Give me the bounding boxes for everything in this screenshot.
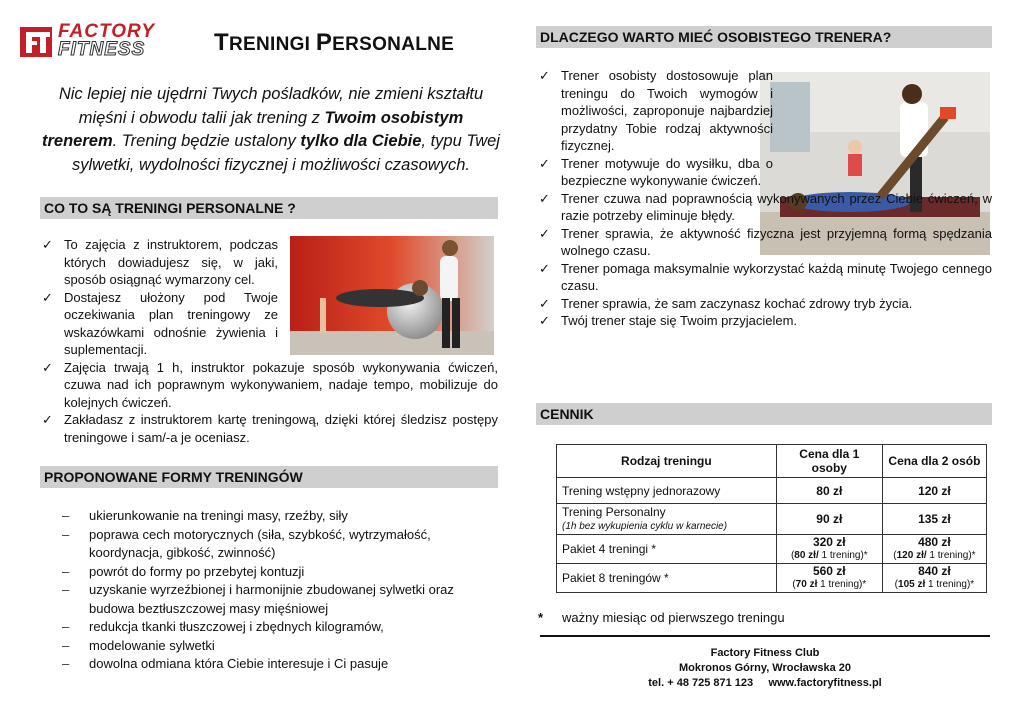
list-item: ✓ Dostajesz ułożony pod Twoje oczekiwania plan treningowy ze wskazówkami odnośnie żywienia i suplementacji. bbox=[42, 289, 278, 357]
list-item: – powrót do formy po przebytej kontuzji bbox=[62, 563, 305, 579]
section-what-header: CO TO SĄ TRENINGI PERSONALNE ? bbox=[40, 197, 498, 219]
footnote: * ważny miesiąc od pierwszego treningu bbox=[538, 610, 785, 625]
factory-fitness-logo bbox=[20, 21, 178, 61]
footer-contact: Factory Fitness Club Mokronos Górny, Wrocławska 20 tel. + 48 725 871 123 www.factoryfitness.pl bbox=[648, 647, 882, 689]
checkmark-icon: ✓ bbox=[42, 359, 53, 375]
list-item: ✓ Trener osobisty dostosowuje plan treningu do Twoich wymogów i możliwości, zaproponuje najbardziej przydatny Tobie rodzaj aktywności fizycznej. bbox=[539, 68, 773, 153]
section-price-header: CENNIK bbox=[536, 403, 992, 425]
logo-mark-icon bbox=[20, 25, 54, 59]
checkmark-icon: ✓ bbox=[539, 295, 550, 311]
checkmark-icon: ✓ bbox=[42, 412, 53, 427]
checkmark-icon: ✓ bbox=[539, 155, 550, 171]
why-bullets bbox=[537, 67, 992, 330]
footer-divider bbox=[540, 635, 990, 637]
table-row: Trening Personalny (1h bez wykupienia cyklu w karnecie) 90 zł 135 zł bbox=[557, 504, 987, 535]
checkmark-icon: ✓ bbox=[539, 260, 550, 276]
list-item: – poprawa cech motorycznych (siła, szybkość, wytrzymałość, koordynacja, gibkość, zwinność) bbox=[62, 526, 431, 560]
list-item: – uzyskanie wyrzeźbionej i harmonijnie zbudowanej sylwetki oraz budowa beztłuszczowej masy mięśniowej bbox=[62, 582, 454, 616]
checkmark-icon: ✓ bbox=[539, 190, 550, 206]
table-row: Trening wstępny jednorazowy 80 zł 120 zł bbox=[557, 478, 987, 504]
list-item: ✓ Twój trener staje się Twoim przyjacielem. bbox=[539, 313, 798, 328]
section-forms-header: PROPONOWANE FORMY TRENINGÓW bbox=[40, 466, 498, 488]
table-row: Pakiet 8 treningów * 560 zł (70 zł 1 trening)* 840 zł (105 zł 1 trening)* bbox=[557, 564, 987, 593]
list-item: ✓ Trener pomaga maksymalnie wykorzystać każdą minutę Twojego cennego czasu. bbox=[539, 260, 992, 293]
list-item: ✓ Zakładasz z instruktorem kartę treningową, dzięki której śledzisz postępy treningowe i sam/-a je oceniasz. bbox=[42, 412, 498, 445]
table-row: Pakiet 4 treningi * 320 zł (80 zł/ 1 trening)* 480 zł (120 zł/ 1 trening)* bbox=[557, 535, 987, 564]
list-item: – dowolna odmiana która Ciebie interesuje i Ci pasuje bbox=[62, 656, 389, 671]
checkmark-icon: ✓ bbox=[539, 313, 550, 328]
checkmark-icon: ✓ bbox=[42, 237, 53, 252]
intro-text: Nic lepiej nie ujędrni Twych pośladków, nie zmieni kształtu mięśni i obwodu talii jak trening z Twoim osobistym trenerem. Trening będzie ustalony tylko dla Ciebie, typu Twej sylwetki, wydolności fizycznej i możliwości czasowych. bbox=[42, 85, 500, 174]
list-item: ✓ Trener motywuje do wysiłku, dba o bezpieczne wykonywanie ćwiczeń. bbox=[539, 155, 773, 188]
list-item: ✓ Trener sprawia, że sam zaczynasz kochać zdrowy tryb życia. bbox=[539, 295, 913, 311]
checkmark-icon: ✓ bbox=[539, 68, 550, 83]
list-item: ✓ Trener sprawia, że aktywność fizyczna jest przyjemną formą spędzania wolnego czasu. bbox=[539, 225, 992, 258]
checkmark-icon: ✓ bbox=[539, 225, 550, 241]
forms-list bbox=[62, 507, 482, 674]
list-item: – ukierunkowanie na treningi masy, rzeźby, siły bbox=[62, 508, 348, 523]
list-item: ✓ Zajęcia trwają 1 h, instruktor pokazuje sposób wykonywania ćwiczeń, czuwa nad ich poprawnym wykonywaniem, nadaje tempo, mobilizuje do kolejnych ćwiczeń. bbox=[42, 359, 498, 410]
list-item: – modelowanie sylwetki bbox=[62, 637, 215, 653]
list-item: ✓ To zajęcia z instruktorem, podczas których dowiadujesz się, w jaki, sposób osiągnąć wymarzony cel. bbox=[42, 237, 278, 287]
list-item: ✓ Trener czuwa nad poprawnością wykonywanych przez Ciebie ćwiczeń, w razie potrzeby eliminuje błędy. bbox=[539, 190, 992, 223]
list-item: – redukcja tkanki tłuszczowej i zbędnych kilogramów, bbox=[62, 619, 384, 634]
logo-line-2: FITNESS bbox=[58, 39, 146, 60]
section-why-header: DLACZEGO WARTO MIEĆ OSOBISTEGO TRENERA? bbox=[536, 26, 992, 48]
table-header-row: Rodzaj treningu Cena dla 1 osoby Cena dla 2 osób bbox=[557, 445, 987, 478]
page-title: TRENINGI PERSONALNE bbox=[214, 29, 455, 56]
what-bullets bbox=[40, 236, 498, 446]
price-table bbox=[556, 444, 987, 593]
logo-line-1: FACTORY bbox=[58, 21, 156, 42]
checkmark-icon: ✓ bbox=[42, 289, 53, 305]
